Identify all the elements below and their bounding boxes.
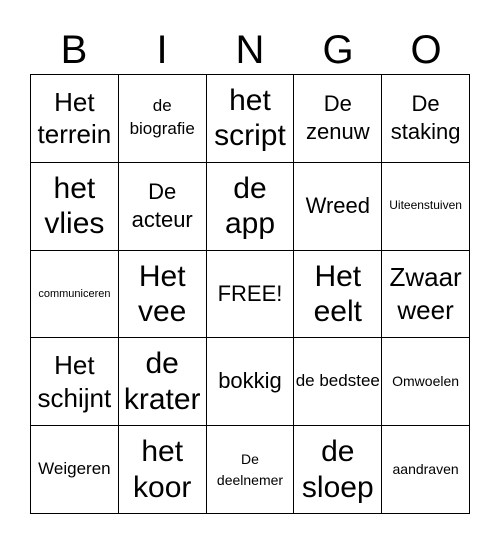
cell-text: Het vee [138, 259, 187, 328]
cell-text: het koor [133, 435, 192, 504]
bingo-cell[interactable] [294, 426, 382, 514]
header-letter-b: B [60, 28, 88, 72]
cell-text: Omwoelen [392, 373, 460, 390]
header-letter-g: G [322, 28, 354, 72]
cell-text: De zenuw [305, 90, 370, 145]
bingo-cell[interactable] [294, 251, 382, 339]
bingo-cell[interactable] [294, 338, 382, 426]
bingo-cell[interactable] [207, 338, 295, 426]
bingo-cell[interactable] [382, 338, 470, 426]
header-letter-n: N [235, 28, 265, 72]
bingo-cell[interactable] [31, 426, 119, 514]
bingo-header [30, 26, 470, 74]
bingo-cell[interactable] [119, 251, 207, 339]
cell-text: De acteur [131, 178, 193, 233]
cell-text: de krater [123, 347, 201, 416]
header-letter-i: I [156, 28, 168, 72]
cell-text: het vlies [44, 171, 105, 241]
bingo-board [30, 74, 470, 514]
cell-text: de biografie [129, 96, 195, 139]
bingo-cell[interactable] [382, 163, 470, 251]
bingo-cell[interactable] [119, 426, 207, 514]
cell-text: Het eelt [313, 259, 362, 328]
cell-text: De deelnemer [216, 450, 284, 488]
bingo-cell[interactable] [294, 75, 382, 163]
bingo-cell[interactable] [382, 251, 470, 339]
bingo-cell[interactable] [207, 426, 295, 514]
cell-text: de bedstee [295, 371, 380, 391]
cell-text: communiceren [38, 287, 111, 300]
cell-text: de sloep [301, 435, 374, 504]
bingo-cell[interactable] [382, 426, 470, 514]
cell-text: Wreed [305, 192, 370, 218]
free-space-text: FREE! [217, 280, 283, 306]
cell-text: de app [224, 171, 276, 241]
bingo-cell[interactable] [31, 338, 119, 426]
bingo-cell[interactable] [207, 75, 295, 163]
cell-text: Uiteenstuiven [389, 198, 462, 213]
bingo-cell[interactable] [119, 338, 207, 426]
cell-text: Weigeren [38, 459, 111, 479]
bingo-cell[interactable] [382, 75, 470, 163]
cell-text: bokkig [218, 368, 282, 394]
header-letter-o: O [410, 28, 442, 72]
free-space[interactable] [207, 251, 295, 339]
bingo-cell[interactable] [31, 163, 119, 251]
bingo-cell[interactable] [294, 163, 382, 251]
cell-text: Het terrein [37, 86, 112, 150]
cell-text: De staking [390, 90, 461, 145]
bingo-cell[interactable] [31, 75, 119, 163]
bingo-cell[interactable] [119, 75, 207, 163]
cell-text: Het schijnt [37, 350, 112, 413]
cell-text: het script [214, 84, 286, 153]
cell-text: Zwaar weer [389, 262, 462, 325]
bingo-cell[interactable] [207, 163, 295, 251]
bingo-cell[interactable] [119, 163, 207, 251]
bingo-cell[interactable] [31, 251, 119, 339]
cell-text: aandraven [392, 461, 459, 478]
